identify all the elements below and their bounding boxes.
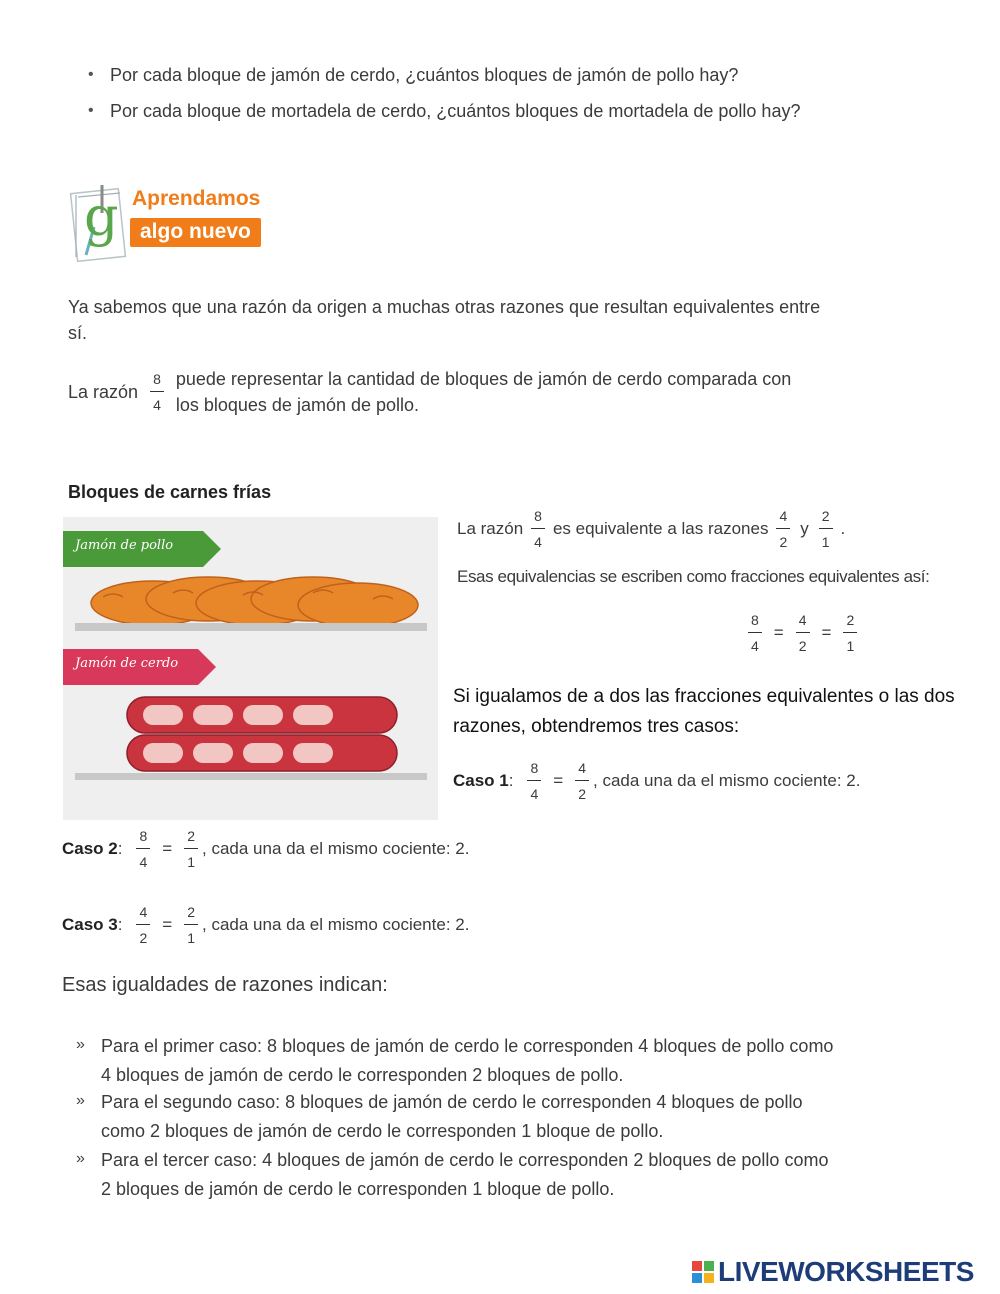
equals-sign: = (773, 623, 784, 642)
brand-tiles-icon (692, 1261, 714, 1283)
fraction-numerator: 8 (531, 508, 545, 529)
chevron-bullet-icon: » (76, 1150, 85, 1167)
intro-ratio-paragraph (68, 366, 828, 418)
learn-badge (68, 183, 278, 265)
fraction-numerator: 4 (776, 508, 790, 529)
fraction-numerator: 8 (150, 371, 164, 392)
case-colon: : (117, 839, 123, 858)
case-3-label: Caso 3 (62, 915, 118, 934)
fraction-4-2 (136, 904, 150, 946)
brand-name: LIVEWORKSHEETS (718, 1256, 974, 1287)
case-2 (62, 828, 469, 870)
brand-logo (692, 1256, 974, 1288)
and-word: y (800, 519, 809, 538)
case-1-text: , cada una da el mismo cociente: 2. (593, 771, 861, 790)
fraction-2-1 (184, 904, 198, 946)
case-colon: : (117, 915, 123, 934)
intro-ratio-prefix: La razón (68, 382, 139, 402)
fraction-denominator: 2 (779, 534, 788, 550)
fraction-denominator: 1 (821, 534, 830, 550)
fraction-8-4 (150, 371, 164, 413)
cold-cuts-image (63, 517, 438, 820)
fraction-numerator: 8 (136, 828, 150, 849)
section-title: Bloques de carnes frías (68, 482, 272, 502)
case-colon: : (508, 771, 514, 790)
label-chicken-ham: Jamón de pollo (75, 538, 174, 553)
chevron-bullet-icon: » (76, 1036, 85, 1053)
fraction-denominator: 2 (139, 930, 148, 946)
fraction-2-1 (184, 828, 198, 870)
fraction-numerator: 8 (527, 760, 541, 781)
intro-ratio-suffix: puede representar la cantidad de bloques de jamón de cerdo comparada con los bloques de jamón de pollo. (175, 369, 792, 415)
conclusion-2: Para el segundo caso: 8 bloques de jamón de cerdo le corresponden 4 bloques de pollo como 2 bloques de jamón de cerdo le corresponden 1 bloque de pollo. (101, 1092, 803, 1141)
ratio-equivalence-line (457, 508, 997, 550)
equals-sign: = (553, 771, 564, 790)
fraction-2-1 (843, 612, 857, 654)
fraction-8-4 (748, 612, 762, 654)
case-2-label: Caso 2 (62, 839, 118, 858)
badge-line2: algo nuevo (130, 218, 261, 247)
chevron-bullet-icon: » (76, 1092, 85, 1109)
case-1-label: Caso 1 (453, 771, 509, 790)
fraction-4-2 (575, 760, 589, 802)
case-1 (453, 760, 860, 802)
conclusion-title: Esas igualdades de razones indican: (62, 974, 388, 996)
fraction-4-2 (796, 612, 810, 654)
fraction-numerator: 2 (819, 508, 833, 529)
fraction-numerator: 4 (575, 760, 589, 781)
fraction-denominator: 1 (846, 638, 855, 654)
fraction-denominator: 4 (751, 638, 759, 654)
conclusion-3: Para el tercer caso: 4 bloques de jamón de cerdo le corresponden 2 bloques de pollo como 2 bloques de jamón de cerdo le corresponden 1 bloque de pollo. (101, 1150, 829, 1199)
conclusion-1: Para el primer caso: 8 bloques de jamón de cerdo le corresponden 4 bloques de pollo como 4 bloques de jamón de cerdo le corresponden 2 bloques de pollo. (101, 1036, 834, 1085)
fraction-8-4 (531, 508, 545, 550)
equals-sign: = (821, 623, 832, 642)
fraction-8-4 (527, 760, 541, 802)
case-2-text: , cada una da el mismo cociente: 2. (202, 839, 470, 858)
ratio-prefix: La razón (457, 519, 524, 538)
fraction-denominator: 1 (187, 854, 196, 870)
question-1: Por cada bloque de jamón de cerdo, ¿cuántos bloques de jamón de pollo hay? (110, 65, 739, 85)
question-2: Por cada bloque de mortadela de cerdo, ¿cuántos bloques de mortadela de pollo hay? (110, 101, 801, 121)
fraction-4-2 (776, 508, 790, 550)
fraction-numerator: 4 (136, 904, 150, 925)
equals-sign: = (162, 915, 173, 934)
fraction-numerator: 2 (184, 828, 198, 849)
badge-line1: Aprendamos (132, 187, 261, 210)
fraction-denominator: 4 (139, 854, 148, 870)
badge-icon-letter: g (84, 185, 119, 248)
fraction-2-1 (819, 508, 833, 550)
fraction-denominator: 4 (153, 397, 161, 413)
case-3-text: , cada una da el mismo cociente: 2. (202, 915, 470, 934)
fraction-numerator: 8 (748, 612, 762, 633)
cases-paragraph: Si igualamos de a dos las fracciones equivalentes o las dos razones, obtendremos tres casos: (453, 686, 955, 737)
intro-paragraph: Ya sabemos que una razón da origen a muchas otras razones que resultan equivalentes entre sí. (68, 297, 821, 343)
fraction-numerator: 2 (184, 904, 198, 925)
period: . (840, 519, 846, 538)
ratio-mid-text: es equivalente a las razones (552, 519, 769, 538)
equivalent-fractions (740, 612, 865, 654)
fraction-8-4 (136, 828, 150, 870)
label-pork-ham: Jamón de cerdo (75, 656, 179, 671)
fraction-numerator: 2 (843, 612, 857, 633)
fraction-denominator: 4 (530, 786, 539, 802)
case-3 (62, 904, 469, 946)
fraction-denominator: 2 (578, 786, 587, 802)
equals-sign: = (162, 839, 173, 858)
equivalences-line: Esas equivalencias se escriben como fracciones equivalentes así: (457, 567, 930, 586)
fraction-denominator: 4 (534, 534, 542, 550)
fraction-denominator: 2 (798, 638, 807, 654)
fraction-denominator: 1 (187, 930, 196, 946)
fraction-numerator: 4 (796, 612, 810, 633)
